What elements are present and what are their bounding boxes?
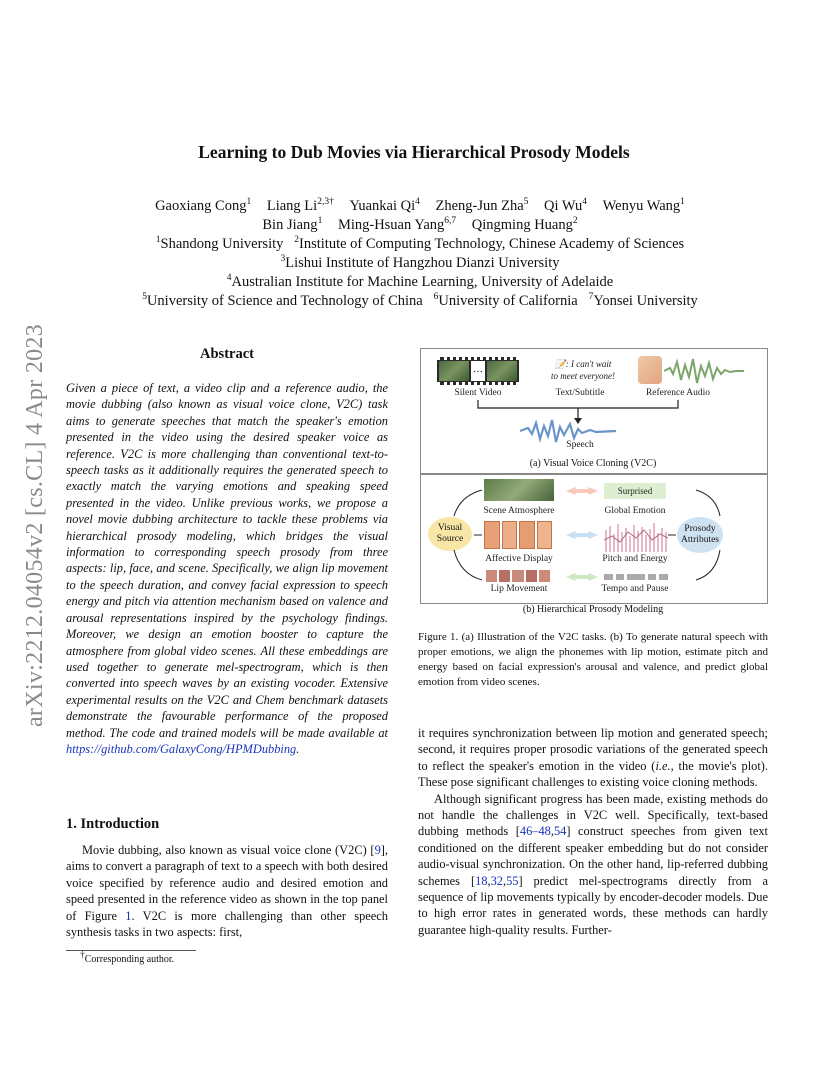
- prosody-attributes-node: Prosody Attributes: [677, 517, 723, 553]
- author: Liang $Li^{2,3\dagger}$: [266, 197, 334, 214]
- figure-link[interactable]: 1: [125, 908, 132, 923]
- footnote: †Corresponding author.: [80, 950, 175, 965]
- abstract-body: Given a piece of text, a video clip and a reference audio, the movie dubbing (also known as visual voice clone, V2C) task aims to generate speeches that match the speaker's emotion presented in the video using the desired speaker voice as reference. V2C is more challenging than conventional text-to-speech tasks as it additionally requires the generated speech to exactly match the varying emotions and speaking speed presented in the video. Unlike previous works, we propose a novel movie dubbing architecture to tackle these problems via hierarchical prosody modeling, which bridges the visual information to corresponding speech prosody from three aspects: lip, face, and scene. Specifically, we align lip movement to the speech duration, and convey facial expression to speech energy and pitch via attention mechanism based on valence and arousal representations inspired by the psychology findings. Moreover, we design an emotion booster to capture the atmosphere from global video scenes. All these embeddings are used together to generate mel-spectrogram, which is then converted into speech waves by an existing vocoder. Extensive experimental results on the V2C and Chem benchmark datasets demonstrate the favourable performance of the proposed method. The code and trained models will be made available at https://github.com/GalaxyCong/HPMDubbing.: [66, 381, 388, 756]
- lip-movement-label: Lip Movement: [490, 584, 548, 594]
- arxiv-id: arXiv:2212.04054v2 [cs.CL] 4 Apr 2023: [22, 323, 49, 727]
- figure-caption: Figure 1. (a) Illustration of the V2C tasks. (b) To generate natural speech with proper emotions, we align the phonemes with lip motion, estimate pitch and energy based on facial expression's arousal and valence, and predict global emotion from video scenes.: [418, 631, 768, 688]
- arxiv-sidebar: [18, 290, 54, 760]
- affiliation-line-4: $^5$University of Science and Technology of China $^6$University of California $^7$Yonsei University: [142, 292, 698, 309]
- citation-link[interactable]: 32: [490, 873, 503, 888]
- panel-a-caption: (a) Visual Voice Cloning (V2C): [529, 458, 657, 469]
- silent-video-filmstrip: …: [437, 357, 519, 385]
- author: Bin Jiang$^1$: [262, 216, 323, 233]
- hierarchy-curve-arrows: [448, 482, 728, 588]
- reference-face-image: [638, 356, 662, 384]
- intro-paragraph: Movie dubbing, also known as visual voice clone (V2C) [9], aims to convert a paragraph of text to a speech with both desired voice specified by reference audio and desired emotion and speed presented in the reference video as shown in the top panel of Figure 1. V2C is more challenging than other speech synthesis tasks in two aspects: first,: [66, 843, 388, 940]
- author: Qingming Huang$^2$: [471, 216, 578, 233]
- abstract-heading: Abstract: [200, 346, 254, 362]
- section-heading-introduction: 1. Introduction: [66, 816, 160, 832]
- pitch-energy-label: Pitch and Energy: [602, 554, 668, 564]
- author: Wenyu Wang$^1$: [602, 197, 685, 214]
- authors-line-1: [60, 197, 780, 216]
- affective-display-label: Affective Display: [485, 554, 553, 564]
- silent-video-label: Silent Video: [454, 388, 502, 398]
- speech-label: Speech: [566, 440, 594, 450]
- authors-line-2: [60, 216, 780, 235]
- affiliation-line-1: $^1$Shandong University $^2$Institute of Computing Technology, Chinese Academy of Sciences: [155, 235, 685, 252]
- tempo-pause-label: Tempo and Pause: [601, 584, 669, 594]
- author: Gaoxiang Cong$^1$: [155, 197, 252, 214]
- right-column-text: it requires synchronization between lip motion and generated speech; second, it requires proper prosodic variations of the generated speech to reflect the speaker's emotion in the video (i.e., the movie's plot). These pose significant challenges to existing voice cloning methods. Although significant progress has been made, existing methods do not handle the challenges in V2C well. Specifically, text-based dubbing methods [46–48,54] construct speeches from given text conditioned on the different speaker embedding but do not consider audio-visual synchronization. On the other hand, lip-referred dubbing schemes [18,32,55] predict mel-spectrograms directly from a sequence of lip movements typically by encoder-decoder models. Due to high error rates in generated words, these methods can hardly guarantee high-quality results. Further-: [418, 726, 769, 937]
- text-subtitle-label: Text/Subtitle: [555, 388, 605, 398]
- citation-link[interactable]: 55: [506, 873, 519, 888]
- affiliation-line-2: $^3$Lishui Institute of Hangzhou Dianzi University: [280, 254, 560, 271]
- author: Zheng-Jun Zha$^5$: [435, 197, 529, 214]
- citation-link[interactable]: 46–48: [519, 824, 551, 839]
- note-icon: 📝: [554, 359, 566, 369]
- abstract-text: Given a piece of text, a video clip and a reference audio, the movie dubbing (also known as visual voice clone, V2C) task aims to generate speeches that match the speaker's emotion presented in the video using the desired speaker voice as reference. V2C is more challenging than conventional text-to-speech tasks as it additionally requires the generated speech to exactly match the varying emotions and speaking speed presented in the video. Unlike previous works, we propose a novel movie dubbing architecture to tackle these problems via hierarchical prosody modeling, which bridges the visual information to corresponding speech prosody from three aspects: lip, face, and scene. Specifically, we align lip movement to the speech duration, and convey facial expression to speech energy and pitch via attention mechanism based on valence and arousal representations inspired by the psychology findings. Moreover, we design an emotion booster to capture the atmosphere from global video scenes. All these embeddings are used together to generate mel-spectrogram, which is then converted into speech waves by an existing vocoder. Extensive experimental results on the V2C and Chem benchmark datasets demonstrate the favourable performance of the proposed method. The code and trained models will be made available at: [66, 381, 388, 740]
- reference-audio-label: Reference Audio: [645, 388, 711, 398]
- subtitle-text: 📝: I can't wait to meet everyone!: [551, 359, 615, 381]
- citation-link[interactable]: 9: [374, 843, 381, 857]
- scene-atmosphere-label: Scene Atmosphere: [483, 506, 555, 516]
- author: Ming-Hsuan Yang$^{6,7}$: [337, 216, 457, 233]
- reference-audio-waveform: [664, 356, 744, 386]
- footnote-rule: [66, 950, 196, 951]
- global-emotion-label: Global Emotion: [604, 506, 666, 516]
- citation-link[interactable]: 18: [475, 873, 488, 888]
- code-link[interactable]: https://github.com/GalaxyCong/HPMDubbing: [66, 741, 297, 756]
- visual-source-node: Visual Source: [428, 517, 472, 551]
- author: Qi Wu$^4$: [544, 197, 587, 214]
- citation-link[interactable]: 54: [553, 824, 567, 839]
- panel-b-caption: (b) Hierarchical Prosody Modeling: [522, 604, 664, 615]
- surprised-emotion-tag: Surprised: [604, 483, 666, 499]
- author: Yuankai Qi$^4$: [349, 197, 420, 214]
- affiliation-line-3: $^4$Australian Institute for Machine Learning, University of Adelaide: [226, 273, 614, 290]
- paper-title: Learning to Dub Movies via Hierarchical Prosody Models: [198, 142, 630, 162]
- author-list: [60, 197, 780, 311]
